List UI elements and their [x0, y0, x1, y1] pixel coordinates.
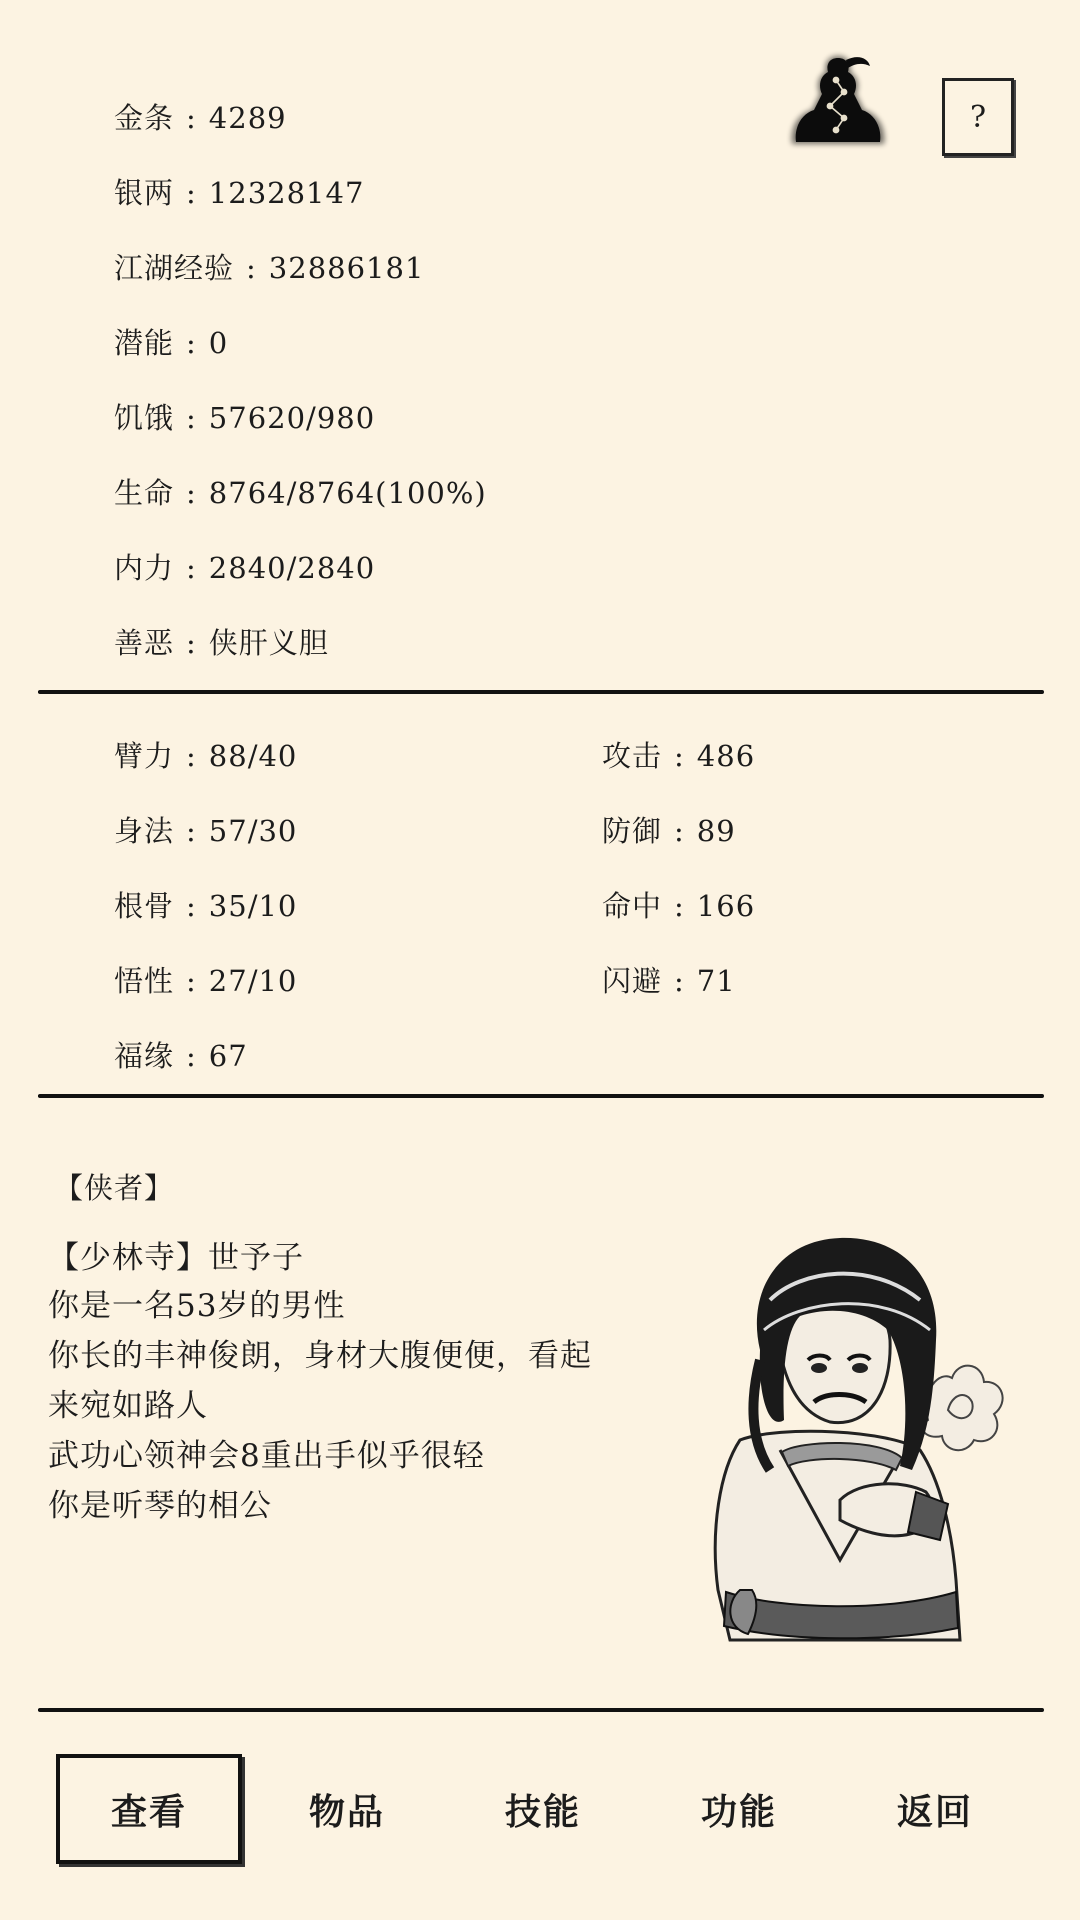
- profile-line: 你长的丰神俊朗，身材大腹便便，看起: [48, 1338, 592, 1374]
- profile-line: 武功心领神会8重出手似乎很轻: [48, 1438, 485, 1474]
- nav-items-button[interactable]: 物品: [308, 1790, 385, 1833]
- profile-line: 你是听琴的相公: [48, 1488, 272, 1524]
- stat-strength: 臂力 : 88/40: [114, 739, 298, 773]
- help-button[interactable]: [942, 78, 1014, 156]
- meditating-figure-icon[interactable]: [786, 48, 890, 158]
- character-portrait: [690, 1230, 1010, 1650]
- nav-back-button[interactable]: 返回: [896, 1790, 973, 1833]
- stat-potential: 潜能 : 0: [114, 326, 229, 360]
- stat-fortune: 福缘 : 67: [114, 1039, 248, 1073]
- stat-experience: 江湖经验 : 32886181: [114, 251, 425, 285]
- stat-agility: 身法 : 57/30: [114, 814, 298, 848]
- help-label: ?: [969, 99, 987, 135]
- stat-internal-power: 内力 : 2840/2840: [114, 551, 376, 585]
- profile-line: 来宛如路人: [48, 1388, 208, 1424]
- nav-skills-button[interactable]: 技能: [504, 1790, 581, 1833]
- nav-functions-button[interactable]: 功能: [700, 1790, 777, 1833]
- stat-defense: 防御 : 89: [602, 814, 736, 848]
- section-divider: [38, 1708, 1044, 1712]
- stat-accuracy: 命中 : 166: [602, 889, 756, 923]
- stat-evasion: 闪避 : 71: [602, 964, 736, 998]
- stat-health: 生命 : 8764/8764(100%): [114, 476, 487, 510]
- stat-comprehension: 悟性 : 27/10: [114, 964, 298, 998]
- stat-constitution: 根骨 : 35/10: [114, 889, 298, 923]
- stat-hunger: 饥饿 : 57620/980: [114, 401, 376, 435]
- nav-view-button[interactable]: 查看: [56, 1754, 242, 1864]
- stat-morality: 善恶 : 侠肝义胆: [114, 626, 329, 660]
- profile-line: 【少林寺】世予子: [48, 1240, 304, 1276]
- section-divider: [38, 1094, 1044, 1098]
- section-divider: [38, 690, 1044, 694]
- stat-gold-bars: 金条 : 4289: [114, 101, 287, 135]
- profile-title: 【侠者】: [54, 1171, 175, 1205]
- stat-silver: 银两 : 12328147: [114, 176, 365, 210]
- stat-attack: 攻击 : 486: [602, 739, 756, 773]
- profile-line: 你是一名53岁的男性: [48, 1288, 346, 1324]
